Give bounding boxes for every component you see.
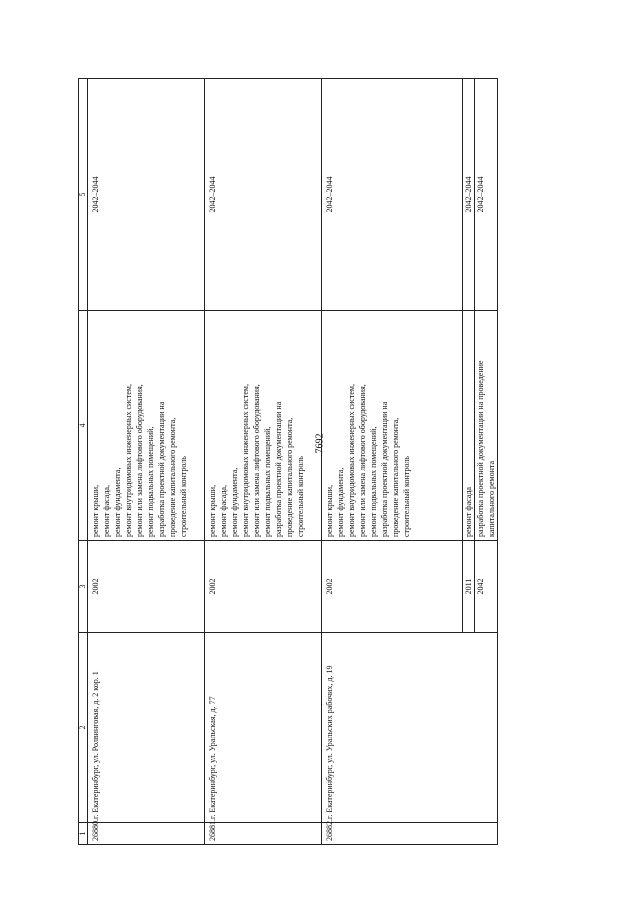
- table-row: [322, 79, 498, 845]
- work-item: ремонт крыши,: [325, 484, 334, 537]
- period-extra: 2042–2044: [474, 79, 497, 310]
- work-item: разработка проектной документации на: [274, 401, 283, 537]
- column-number: 5: [79, 79, 88, 311]
- work-item: строительный контроль: [179, 456, 188, 537]
- work-item: ремонт крыши,: [208, 484, 217, 537]
- work-item: строительный контроль: [402, 456, 411, 537]
- year-extra: 2042: [474, 541, 497, 632]
- address-cell: г. Екатеринбург, ул. Уральская, д. 77: [205, 633, 322, 823]
- table-row: [88, 79, 205, 845]
- work-item: ремонт крыши,: [91, 484, 100, 537]
- works-list: [207, 314, 306, 537]
- period-main: 2042–2044: [325, 176, 334, 213]
- year-stack: [322, 541, 497, 632]
- work-item: ремонт или замена лифтового оборудования,: [135, 384, 144, 537]
- works-cell: [88, 311, 205, 541]
- column-number-row: [79, 79, 88, 845]
- work-item: ремонт фундамента,: [336, 467, 345, 537]
- column-number: 3: [79, 541, 88, 633]
- works-main: [322, 311, 462, 540]
- work-item: ремонт фасада,: [102, 485, 111, 537]
- work-item: ремонт подвальных помещений,: [263, 426, 272, 537]
- rotated-table-wrapper: [78, 78, 498, 845]
- work-item: строительный контроль: [296, 456, 305, 537]
- work-item: ремонт внутридомовых инженерных систем,: [347, 384, 356, 537]
- column-number: 1: [79, 823, 88, 845]
- works-list: [90, 314, 189, 537]
- work-item: ремонт фундамента,: [113, 467, 122, 537]
- work-extra: ремонт фасада: [462, 311, 474, 540]
- work-item: ремонт фасада,: [219, 485, 228, 537]
- period-cell: 2042–2044: [205, 79, 322, 311]
- period-cell: [322, 79, 498, 311]
- page-number: 7692: [314, 433, 326, 454]
- works-list: [324, 314, 412, 537]
- year-cell: 2002: [205, 541, 322, 633]
- repair-schedule-table: [78, 78, 498, 845]
- works-cell: [322, 311, 498, 541]
- work-item: разработка проектной документации на: [157, 401, 166, 537]
- work-item: проведение капитального ремонта,: [285, 417, 294, 537]
- work-item: ремонт внутридомовых инженерных систем,: [124, 384, 133, 537]
- period-cell: 2042–2044: [88, 79, 205, 311]
- row-id: 26882.: [322, 823, 498, 845]
- work-extra: разработка проектной документации на проведение капитального ремонта: [474, 311, 497, 540]
- work-item: ремонт или замена лифтового оборудования,: [358, 384, 367, 537]
- year-extra: 2011: [462, 541, 474, 632]
- work-item: проведение капитального ремонта,: [391, 417, 400, 537]
- work-item: проведение капитального ремонта,: [168, 417, 177, 537]
- work-item: ремонт подвальных помещений,: [146, 426, 155, 537]
- period-stack: [322, 79, 497, 310]
- address-cell: г. Екатеринбург, ул. Ролвинговая, д. 2 кор. 1: [88, 633, 205, 823]
- work-item: ремонт внутридомовых инженерных систем,: [241, 384, 250, 537]
- period-extra: 2042–2044: [462, 79, 474, 310]
- year-cell: [322, 541, 498, 633]
- work-item: разработка проектной документации на: [380, 401, 389, 537]
- column-number: 4: [79, 311, 88, 541]
- row-id: 26881.: [205, 823, 322, 845]
- work-item: ремонт фундамента,: [230, 467, 239, 537]
- year-main: 2002: [325, 578, 334, 595]
- row-id: 26880.: [88, 823, 205, 845]
- work-item: ремонт или замена лифтового оборудования,: [252, 384, 261, 537]
- table-row: [205, 79, 322, 845]
- works-stack: [322, 311, 497, 540]
- works-cell: [205, 311, 322, 541]
- work-item: ремонт подвальных помещений,: [369, 426, 378, 537]
- column-number: 2: [79, 633, 88, 823]
- address-cell: г. Екатеринбург, ул. Уральских рабочих, д. 19: [322, 633, 498, 823]
- year-cell: 2002: [88, 541, 205, 633]
